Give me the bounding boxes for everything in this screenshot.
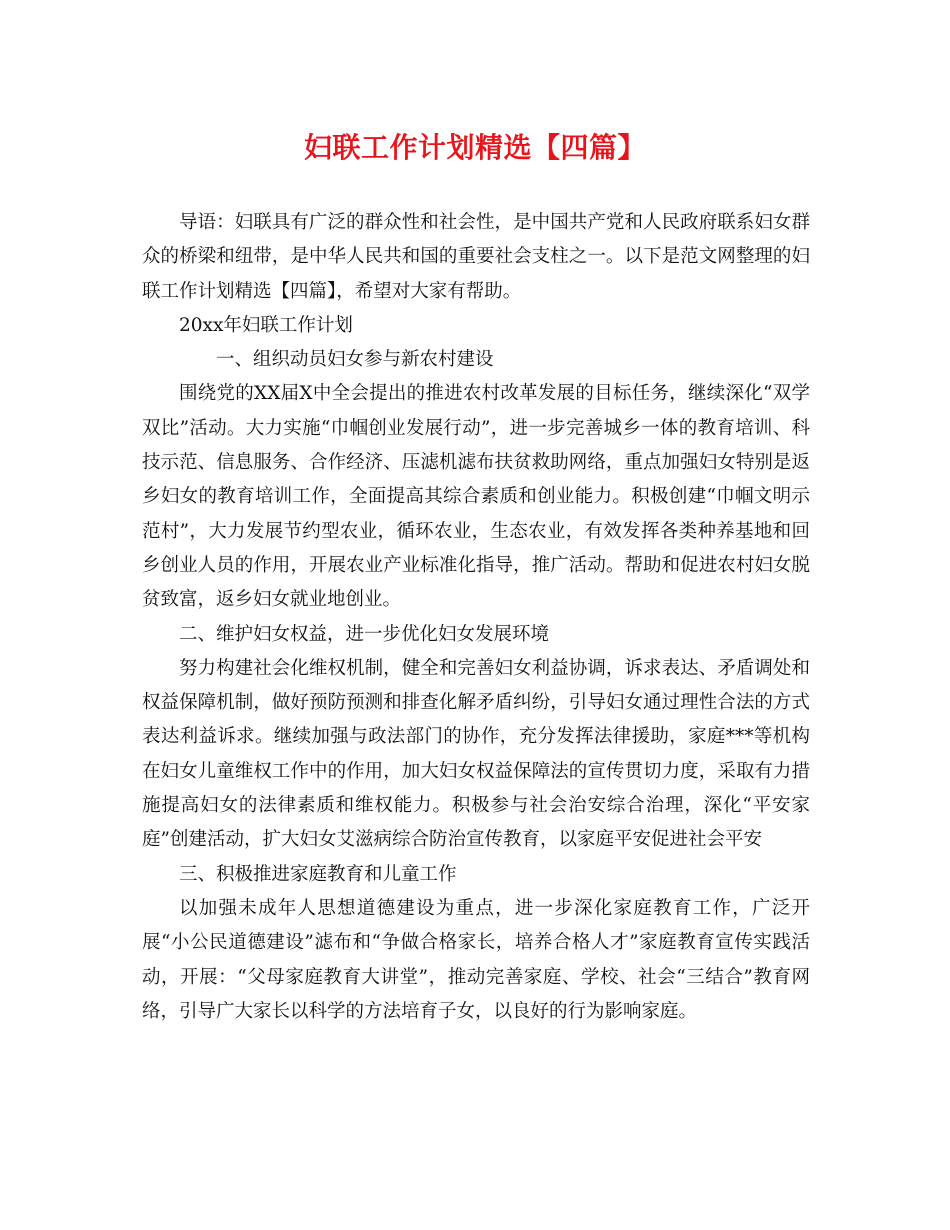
heading-two: 二、维护妇女权益，进一步优化妇女发展环境 (179, 623, 550, 645)
document-title: 妇联工作计划精选【四篇】 (303, 131, 646, 164)
section-title-plan: 20xx年妇联工作计划 (179, 314, 353, 336)
heading-three: 三、积极推进家庭教育和儿童工作 (179, 863, 457, 885)
heading-one: 一、组织动员妇女参与新农村建设 (216, 349, 494, 371)
paragraph-two: 努力构建社会化维权机制，健全和完善妇女利益协调，诉求表达、矛盾调处和权益保障机制，做好预防预测和排查化解矛盾纠纷，引导妇女通过理性合法的方式表达利益诉求。继续加强与政法部门的协作，充分发挥法律援助，家庭***等机构在妇女儿童维权工作中的作用，加大妇女权益保障法的宣传贯切力度，采取有力措施提高妇女的法律素质和维权能力。积极参与社会治安综合治理，深化“平安家庭”创建活动，扩大妇女艾滋病综合防治宣传教育，以家庭平安促进社会平安 (142, 657, 810, 851)
paragraph-one: 围绕党的XX届X中全会提出的推进农村改革发展的目标任务，继续深化“双学双比”活动。大力实施“巾帼创业发展行动”，进一步完善城乡一体的教育培训、科技示范、信息服务、合作经济、压滤机滤布扶贫救助网络，重点加强妇女特别是返乡妇女的教育培训工作，全面提高其综合素质和创业能力。积极创建“巾帼文明示范村”，大力发展节约型农业，循环农业，生态农业，有效发挥各类种养基地和回乡创业人员的作用，开展农业产业标准化指导，推广活动。帮助和促进农村妇女脱贫致富，返乡妇女就业地创业。 (142, 383, 810, 611)
paragraph-three: 以加强未成年人思想道德建设为重点，进一步深化家庭教育工作，广泛开展“小公民道德建设”滤布和“争做合格家长，培养合格人才”家庭教育宣传实践活动，开展：“父母家庭教育大讲堂”，推动完善家庭、学校、社会“三结合”教育网络，引导广大家长以科学的方法培育子女，以良好的行为影响家庭。 (142, 897, 810, 1022)
document-body (142, 206, 810, 1029)
intro-paragraph: 导语：妇联具有广泛的群众性和社会性，是中国共产党和人民政府联系妇女群众的桥梁和纽带，是中华人民共和国的重要社会支柱之一。以下是范文网整理的妇联工作计划精选【四篇】，希望对大家有帮助。 (142, 212, 810, 302)
